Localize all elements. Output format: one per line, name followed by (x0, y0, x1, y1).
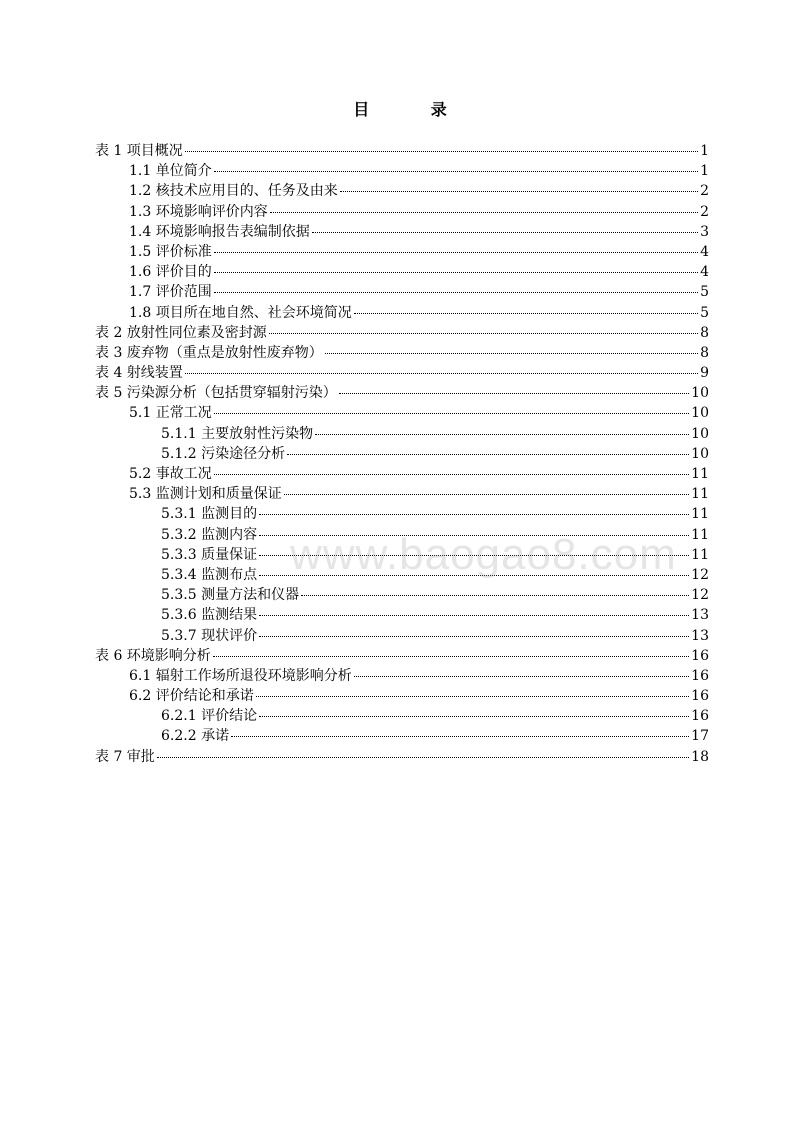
toc-entry-label: 5.1.1 主要放射性污染物 (161, 425, 314, 442)
toc-entry-page: 11 (691, 506, 709, 523)
toc-entry-label: 表 1 项目概况 (95, 143, 183, 159)
dot-leader (231, 736, 689, 737)
toc-entry-page: 5 (700, 304, 709, 321)
toc-entry-label: 表 2 放射性同位素及密封源 (95, 324, 267, 341)
dot-leader (259, 716, 689, 717)
dot-leader (259, 636, 689, 637)
dot-leader (284, 494, 689, 495)
toc-entry-page: 8 (700, 344, 709, 361)
dot-leader (287, 454, 689, 455)
toc-entry[interactable] (95, 747, 709, 767)
toc-entry-label: 1.2 核技术应用目的、任务及由来 (129, 183, 338, 200)
toc-entry-page: 16 (691, 647, 709, 664)
dot-leader (354, 676, 689, 677)
dot-leader (157, 757, 689, 758)
toc-entry-page: 1 (700, 143, 709, 159)
toc-entry[interactable] (95, 403, 709, 423)
toc-entry-label: 6.2.2 承诺 (161, 728, 230, 745)
toc-entry-label: 1.5 评价标准 (129, 243, 212, 260)
dot-leader (270, 212, 698, 213)
dot-leader (312, 232, 698, 233)
toc-entry[interactable] (95, 161, 709, 181)
dot-leader (213, 656, 689, 657)
toc-entry[interactable] (95, 626, 709, 646)
dot-leader (214, 413, 689, 414)
toc-entry-page: 2 (700, 183, 709, 200)
toc-entry[interactable] (95, 686, 709, 706)
toc-entry-label: 5.3.7 现状评价 (161, 627, 258, 644)
toc-entry-label: 1.1 单位简介 (129, 163, 212, 180)
toc-entry-page: 18 (691, 748, 709, 765)
toc-entry-page: 10 (691, 445, 709, 462)
toc-entry-page: 4 (700, 264, 709, 281)
toc-entry-page: 11 (691, 546, 709, 563)
toc-entry-label: 5.3.3 质量保证 (161, 546, 258, 563)
toc-entry-label: 6.1 辐射工作场所退役环境影响分析 (129, 667, 352, 684)
toc-entry[interactable] (95, 646, 709, 666)
toc-entry[interactable] (95, 262, 709, 282)
toc-entry-label: 5.3.4 监测布点 (161, 566, 258, 583)
watermark: www.baogao8.com (290, 530, 677, 579)
toc-entry-label: 1.4 环境影响报告表编制依据 (129, 223, 310, 240)
dot-leader (214, 272, 698, 273)
dot-leader (315, 434, 689, 435)
toc-entry[interactable] (95, 323, 709, 343)
toc-entry[interactable] (95, 343, 709, 363)
toc-entry[interactable] (95, 464, 709, 484)
toc-entry-page: 12 (691, 566, 709, 583)
toc-entry-label: 表 6 环境影响分析 (95, 647, 211, 664)
toc-entry-label: 5.1 正常工况 (129, 405, 212, 422)
toc-entry[interactable] (95, 383, 709, 403)
table-of-contents (95, 141, 709, 767)
toc-entry-page: 13 (691, 607, 709, 624)
dot-leader (259, 514, 689, 515)
toc-entry-page: 16 (691, 688, 709, 705)
toc-entry-page: 10 (691, 385, 709, 402)
toc-entry-label: 5.3 监测计划和质量保证 (129, 486, 282, 503)
toc-entry-page: 8 (700, 324, 709, 341)
toc-entry-label: 6.2 评价结论和承诺 (129, 688, 254, 705)
dot-leader (269, 333, 698, 334)
toc-entry[interactable] (95, 666, 709, 686)
toc-entry-label: 5.3.6 监测结果 (161, 607, 258, 624)
toc-entry-page: 4 (700, 243, 709, 260)
toc-entry-label: 6.2.1 评价结论 (161, 708, 258, 725)
dot-leader (256, 696, 689, 697)
dot-leader (325, 353, 698, 354)
dot-leader (185, 151, 698, 152)
dot-leader (340, 191, 698, 192)
toc-entry[interactable] (95, 303, 709, 323)
toc-entry-page: 3 (700, 223, 709, 240)
toc-entry[interactable] (95, 282, 709, 302)
toc-entry-label: 5.3.5 测量方法和仪器 (161, 587, 300, 604)
toc-entry-label: 1.6 评价目的 (129, 264, 212, 281)
toc-entry-page: 10 (691, 425, 709, 442)
toc-entry[interactable] (95, 181, 709, 201)
dot-leader (259, 615, 689, 616)
toc-entry-page: 11 (691, 466, 709, 482)
toc-entry-page: 1 (700, 163, 709, 180)
toc-entry-label: 1.8 项目所在地自然、社会环境简况 (129, 304, 352, 321)
toc-entry-page: 16 (691, 667, 709, 684)
toc-entry[interactable] (95, 706, 709, 726)
toc-entry[interactable] (95, 363, 709, 383)
page-title: 目 录 (353, 100, 475, 119)
toc-entry-label: 表 7 审批 (95, 748, 155, 765)
toc-entry[interactable] (95, 222, 709, 242)
toc-entry-label: 5.3.2 监测内容 (161, 526, 258, 543)
toc-entry-label: 5.2 事故工况 (129, 466, 212, 482)
toc-entry-page: 11 (691, 526, 709, 543)
toc-entry-label: 表 5 污染源分析（包括贯穿辐射污染） (95, 385, 337, 402)
toc-entry-label: 1.3 环境影响评价内容 (129, 203, 268, 220)
dot-leader (214, 171, 698, 172)
dot-leader (185, 373, 698, 374)
toc-entry-page: 5 (700, 284, 709, 301)
toc-entry[interactable] (95, 242, 709, 262)
dot-leader (301, 595, 689, 596)
toc-entry-label: 5.1.2 污染途径分析 (161, 445, 286, 462)
toc-entry-page: 16 (691, 708, 709, 725)
toc-entry[interactable] (95, 424, 709, 444)
toc-entry-page: 2 (700, 203, 709, 220)
toc-entry[interactable] (95, 141, 709, 161)
toc-entry[interactable] (95, 444, 709, 464)
dot-leader (354, 313, 698, 314)
toc-entry-label: 表 4 射线装置 (95, 365, 183, 382)
dot-leader (214, 252, 698, 253)
toc-entry-page: 17 (691, 728, 709, 745)
toc-entry[interactable] (95, 504, 709, 524)
toc-entry-page: 12 (691, 587, 709, 604)
toc-entry-page: 10 (691, 405, 709, 422)
toc-entry-label: 5.3.1 监测目的 (161, 506, 258, 523)
toc-entry[interactable] (95, 726, 709, 746)
dot-leader (214, 474, 689, 475)
dot-leader (214, 292, 698, 293)
toc-entry-label: 1.7 评价范围 (129, 284, 212, 301)
toc-entry[interactable] (95, 484, 709, 504)
toc-entry[interactable] (95, 605, 709, 625)
toc-entry[interactable] (95, 202, 709, 222)
dot-leader (339, 393, 689, 394)
toc-entry[interactable] (95, 585, 709, 605)
toc-entry-page: 13 (691, 627, 709, 644)
toc-entry-page: 9 (700, 365, 709, 382)
toc-entry-page: 11 (691, 486, 709, 503)
toc-entry-label: 表 3 废弃物（重点是放射性废弃物） (95, 344, 323, 361)
